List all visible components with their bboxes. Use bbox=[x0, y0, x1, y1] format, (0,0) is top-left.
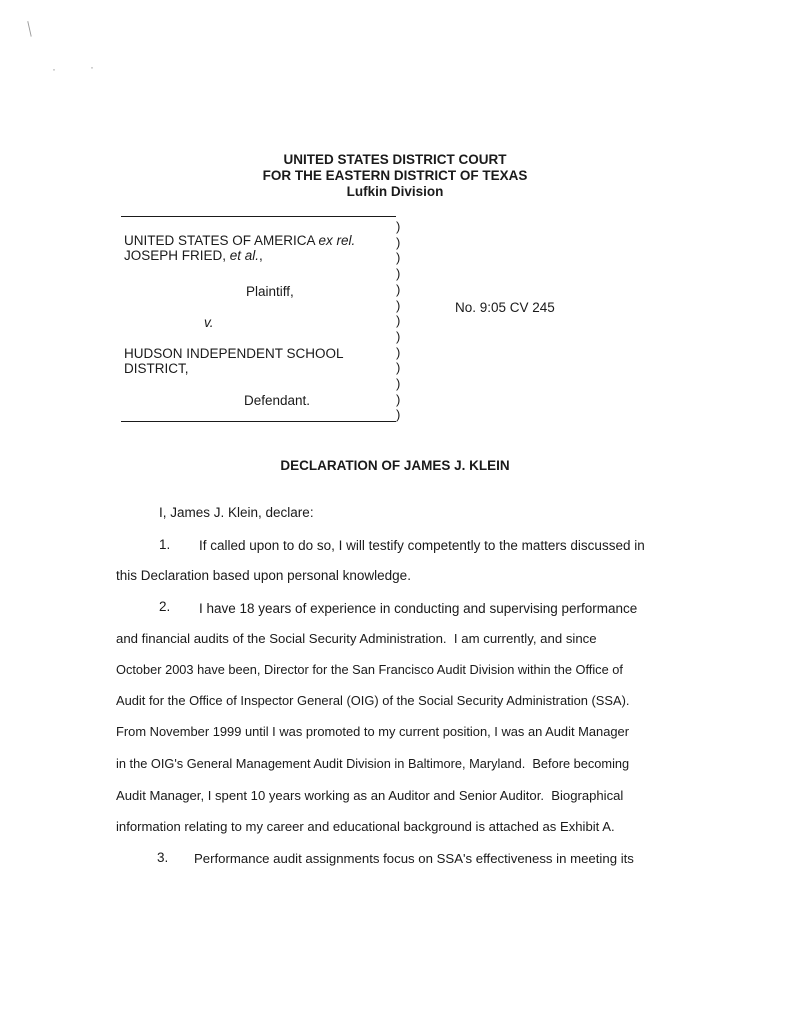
paragraph-2-line: From November 1999 until I was promoted to my current position, I was an Audit Manager bbox=[116, 724, 630, 739]
defendant-name-line1: HUDSON INDEPENDENT SCHOOL bbox=[124, 346, 344, 361]
paragraph-1-line: this Declaration based upon personal knowledge. bbox=[116, 568, 411, 583]
paragraph-2-line: in the OIG's General Management Audit Division in Baltimore, Maryland. Before becoming bbox=[116, 756, 630, 771]
declaration-title: DECLARATION OF JAMES J. KLEIN bbox=[280, 458, 510, 473]
paragraph-number-2: 2. bbox=[159, 599, 171, 614]
paragraph-number-1: 1. bbox=[159, 537, 171, 552]
defendant-name-line2: DISTRICT, bbox=[124, 361, 189, 376]
paragraph-2-line: and financial audits of the Social Security Administration. I am currently, and since bbox=[116, 631, 597, 646]
declaration-intro: I, James J. Klein, declare: bbox=[159, 505, 314, 520]
court-name: UNITED STATES DISTRICT COURT bbox=[283, 152, 507, 167]
paragraph-2-line: I have 18 years of experience in conducting and supervising performance bbox=[199, 601, 638, 616]
caption-bottom-rule bbox=[121, 421, 396, 422]
court-header bbox=[0, 152, 790, 200]
scan-artifact-dot: · bbox=[90, 60, 94, 74]
plaintiff-name-line2 bbox=[124, 248, 263, 264]
plaintiff-name-text: UNITED STATES OF AMERICA bbox=[124, 233, 319, 248]
defendant-role: Defendant. bbox=[244, 393, 311, 408]
plaintiff-name-line1 bbox=[124, 233, 355, 249]
scan-artifact-mark: ╱ bbox=[22, 21, 37, 37]
caption-parenthesis-column: ) ) ) ) ) ) ) ) ) ) ) ) ) bbox=[396, 219, 401, 423]
paragraph-1-line: If called upon to do so, I will testify competently to the matters discussed in bbox=[199, 538, 645, 553]
et-al-text: et al. bbox=[229, 248, 260, 263]
relator-name-text: JOSEPH FRIED, bbox=[124, 248, 230, 263]
paragraph-number-3: 3. bbox=[157, 850, 169, 865]
paragraph-2-line: Audit Manager, I spent 10 years working as an Auditor and Senior Auditor. Biographical bbox=[116, 788, 624, 803]
court-district: FOR THE EASTERN DISTRICT OF TEXAS bbox=[262, 168, 528, 183]
paragraph-2-line: October 2003 have been, Director for the San Francisco Audit Division within the Office of bbox=[116, 662, 623, 677]
caption-top-rule bbox=[121, 216, 396, 217]
ex-rel-text: ex rel. bbox=[318, 233, 356, 248]
court-division: Lufkin Division bbox=[346, 184, 444, 199]
case-number: No. 9:05 CV 245 bbox=[455, 300, 555, 315]
plaintiff-role: Plaintiff, bbox=[246, 284, 294, 299]
scan-artifact-dot: · bbox=[52, 62, 56, 76]
comma-text: , bbox=[259, 248, 263, 263]
paragraph-3-line: Performance audit assignments focus on SSA's effectiveness in meeting its bbox=[194, 851, 634, 866]
versus-label: v. bbox=[204, 315, 214, 330]
paragraph-2-line: Audit for the Office of Inspector General (OIG) of the Social Security Administration (SSA). bbox=[116, 693, 630, 708]
paragraph-2-line: information relating to my career and educational background is attached as Exhibit A. bbox=[116, 819, 615, 834]
